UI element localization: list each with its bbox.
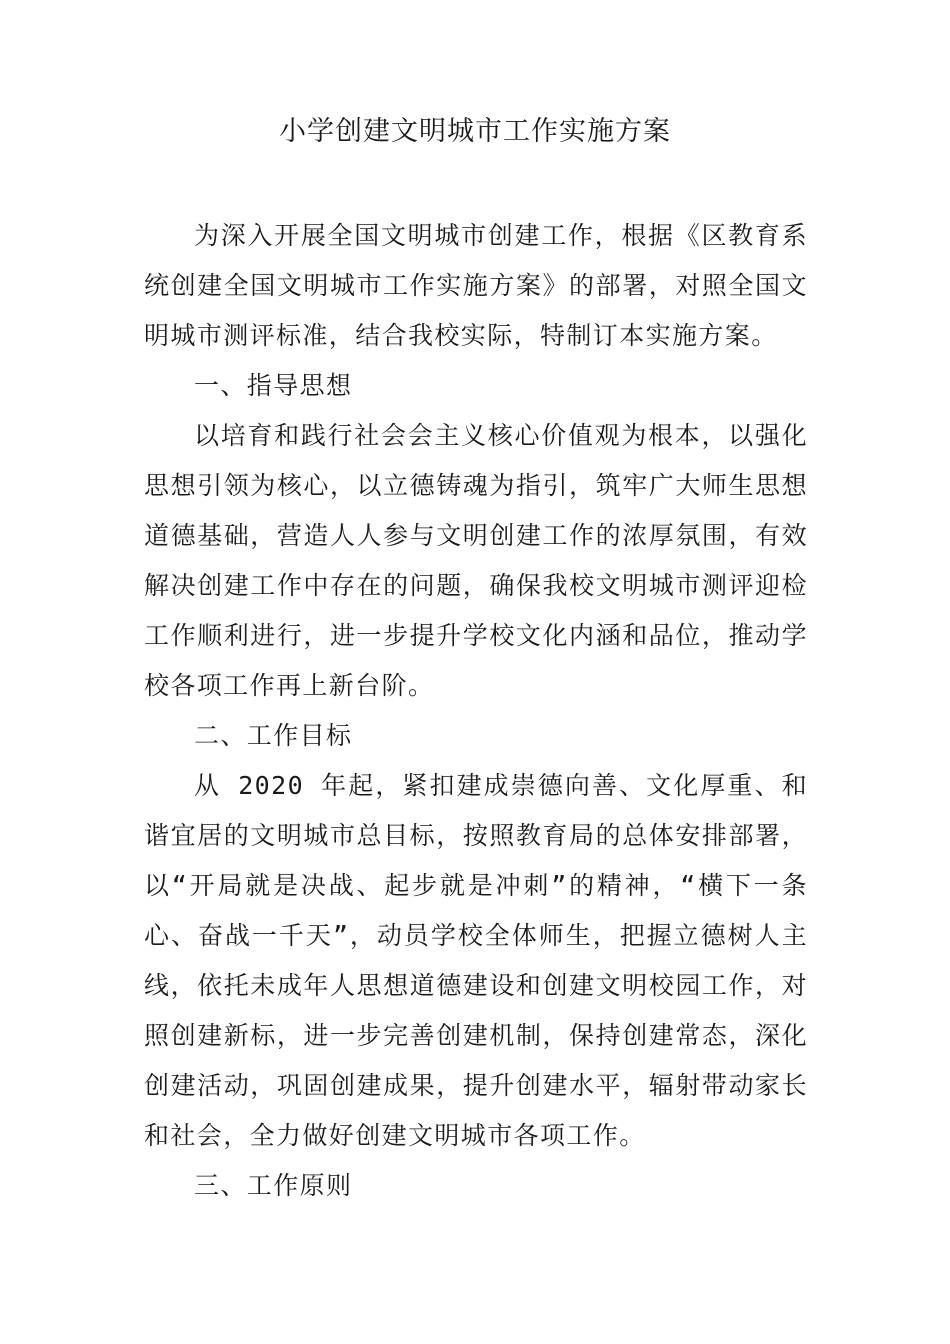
guiding-ideology-paragraph: 以培育和践行社会会主义核心价值观为根本，以强化思想引领为核心，以立德铸魂为指引，筑牢广大师生思想道德基础，营造人人参与文明创建工作的浓厚氛围，有效解决创建工作中存在的问题，确保我校文明城市测评迎检工作顺利进行，进一步提升学校文化内涵和品位，推动学校各项工作再上新台阶。 bbox=[144, 421, 808, 700]
section-heading-guiding-ideology: 一、指导思想 bbox=[194, 371, 353, 400]
document-title: 小学创建文明城市工作实施方案 bbox=[279, 116, 671, 147]
intro-paragraph: 为深入开展全国文明城市创建工作，根据《区教育系统创建全国文明城市工作实施方案》的部署，对照全国文明城市测评标准，结合我校实际，特制订本实施方案。 bbox=[144, 221, 808, 350]
work-goals-paragraph: 从 2020 年起，紧扣建成崇德向善、文化厚重、和谐宜居的文明城市总目标，按照教育局的总体安排部署，以“开局就是决战、起步就是冲刺”的精神，“横下一条心、奋战一千天”，动员学校全体师生，把握立德树人主线，依托未成年人思想道德建设和创建文明校园工作，对照创建新标，进一步完善创建机制，保持创建常态，深化创建活动，巩固创建成果，提升创建水平，辐射带动家长和社会，全力做好创建文明城市各项工作。 bbox=[144, 771, 808, 1150]
section-heading-work-goals: 二、工作目标 bbox=[194, 721, 353, 750]
document-body bbox=[144, 211, 808, 1211]
section-heading-work-principles: 三、工作原则 bbox=[194, 1171, 353, 1200]
